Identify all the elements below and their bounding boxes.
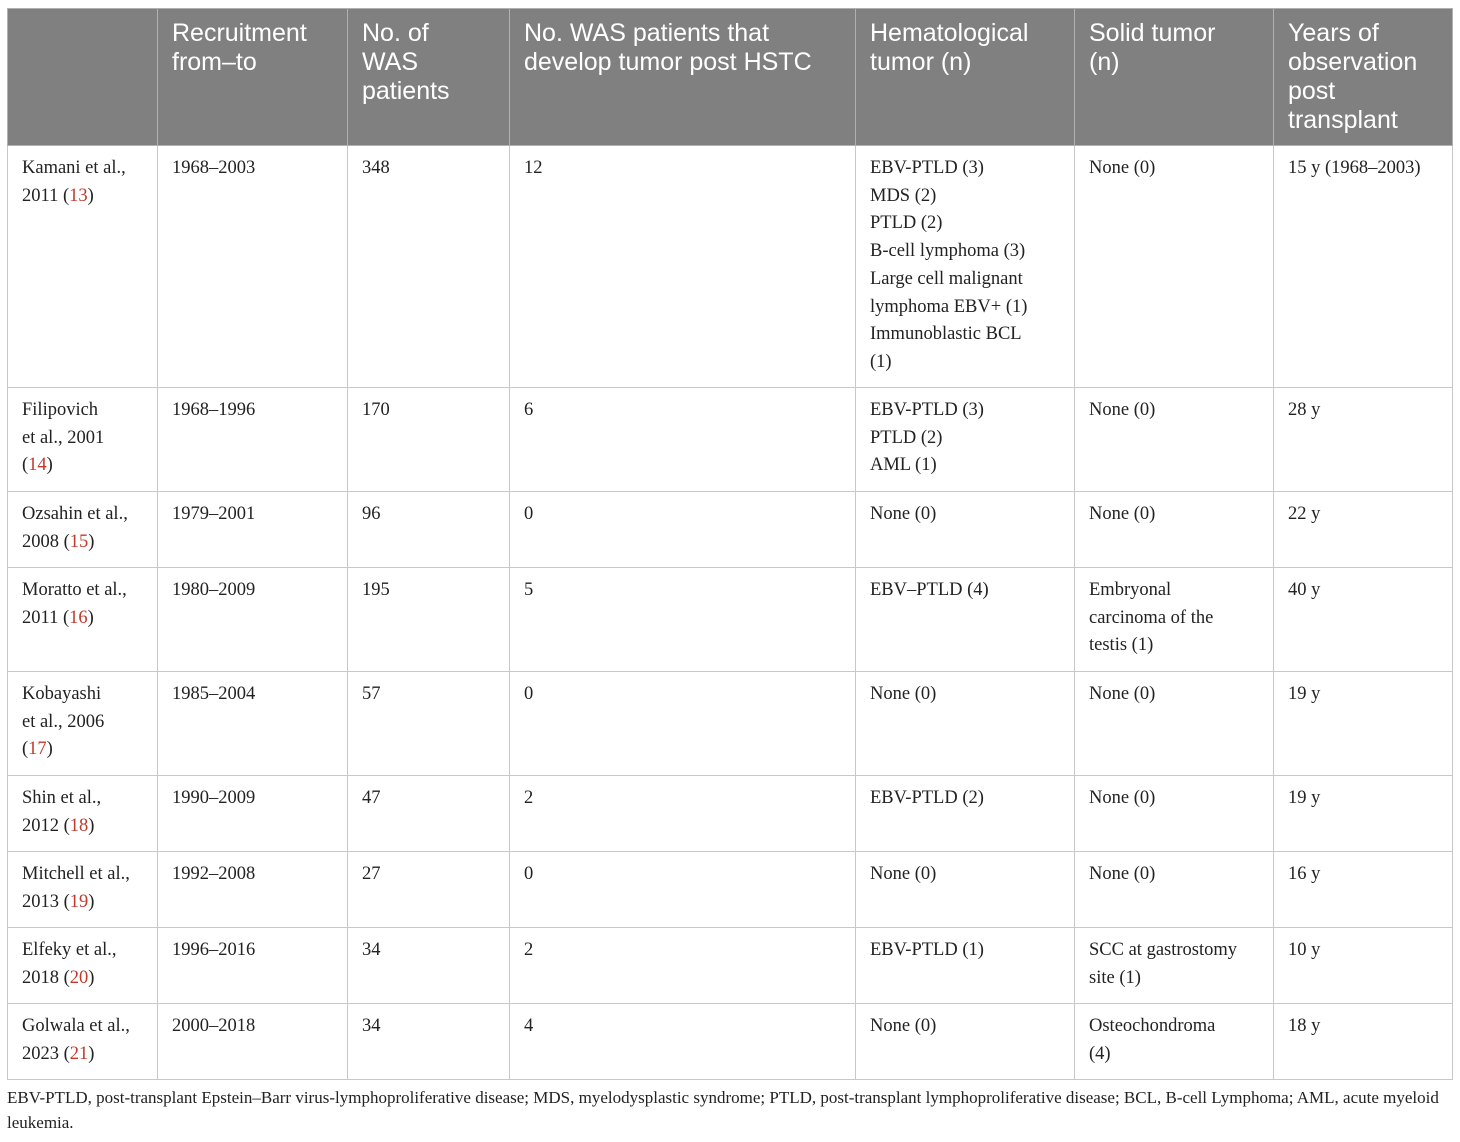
hematological-line: lymphoma EBV+ (1)	[870, 296, 1028, 317]
hematological-line: None (0)	[870, 504, 937, 524]
cell-patients: 348	[348, 146, 510, 388]
cell-patients: 96	[348, 492, 510, 568]
study-text: Ozsahin et al.,	[22, 504, 128, 524]
cell-tumor-post-hstc: 2	[510, 776, 856, 852]
header-tumor-post-hstc: No. WAS patients that develop tumor post HSTC	[510, 9, 856, 146]
cell-years: 19 y	[1274, 672, 1453, 776]
study-text: Shin et al.,	[22, 788, 102, 808]
cell-years: 18 y	[1274, 1004, 1453, 1080]
cell-tumor-post-hstc: 4	[510, 1004, 856, 1080]
cell-hematological	[856, 492, 1075, 568]
cell-patients: 34	[348, 1004, 510, 1080]
cell-recruitment: 1996–2016	[158, 928, 348, 1004]
cell-patients: 34	[348, 928, 510, 1004]
cell-hematological	[856, 568, 1075, 672]
cell-years: 22 y	[1274, 492, 1453, 568]
study-text: (	[22, 739, 29, 760]
study-text: 2011 (	[22, 607, 70, 628]
header-years: Years of observation post transplant	[1274, 9, 1453, 146]
hematological-line: Immunoblastic BCL	[870, 324, 1022, 345]
reference-link[interactable]: 16	[69, 607, 88, 628]
cell-solid	[1075, 1004, 1274, 1080]
study-text: Moratto et al.,	[22, 580, 127, 600]
study-text: 2012 (	[22, 815, 70, 836]
reference-link[interactable]: 21	[69, 1043, 89, 1064]
header-patients: No. of WAS patients	[348, 9, 510, 146]
cell-years: 40 y	[1274, 568, 1453, 672]
cell-recruitment: 1980–2009	[158, 568, 348, 672]
study-text: 2023 (	[22, 1043, 70, 1064]
cell-tumor-post-hstc: 2	[510, 928, 856, 1004]
cell-solid	[1075, 568, 1274, 672]
table-footnote: EBV-PTLD, post-transplant Epstein–Barr virus-lymphoproliferative disease; MDS, myelodysplastic syndrome; PTLD, post-transplant lymphoproliferative disease; BCL, B-cell Lymphoma; AML, acute myeloid leukemia.	[7, 1088, 1439, 1132]
study-text: 2018 (	[22, 967, 70, 988]
solid-line: None (0)	[1089, 684, 1156, 704]
table-row	[8, 928, 1453, 1004]
hematological-line: EBV-PTLD (1)	[870, 940, 984, 960]
cell-hematological	[856, 1004, 1075, 1080]
cell-study: Elfeky et al., 2018 (20)	[8, 928, 158, 1004]
hematological-line: (1)	[870, 351, 892, 372]
cell-solid	[1075, 146, 1274, 388]
header-study	[8, 9, 158, 146]
cell-hematological	[856, 852, 1075, 928]
cell-solid	[1075, 492, 1274, 568]
reference-link[interactable]: 14	[28, 455, 47, 476]
cell-study: Kamani et al., 2011 (13)	[8, 146, 158, 388]
hematological-line: EBV-PTLD (3)	[870, 158, 984, 178]
reference-link[interactable]: 17	[28, 739, 47, 760]
cell-recruitment: 1968–2003	[158, 146, 348, 388]
table-row	[8, 146, 1453, 388]
solid-line: testis (1)	[1089, 635, 1154, 656]
cell-recruitment: 1979–2001	[158, 492, 348, 568]
cell-patients: 170	[348, 388, 510, 492]
study-text: Filipovich	[22, 400, 99, 420]
cell-patients: 57	[348, 672, 510, 776]
solid-line: site (1)	[1089, 967, 1141, 988]
hematological-line: EBV-PTLD (2)	[870, 788, 984, 808]
solid-line: None (0)	[1089, 864, 1156, 884]
solid-line: None (0)	[1089, 788, 1156, 808]
cell-hematological	[856, 776, 1075, 852]
cell-recruitment: 1968–1996	[158, 388, 348, 492]
reference-link[interactable]: 13	[69, 185, 88, 206]
study-text: Elfeky et al.,	[22, 940, 117, 960]
table-row	[8, 1004, 1453, 1080]
cell-solid	[1075, 928, 1274, 1004]
hematological-line: EBV-PTLD (3)	[870, 400, 984, 420]
cell-solid	[1075, 388, 1274, 492]
cell-study: Filipovich et al., 2001 (14)	[8, 388, 158, 492]
cell-hematological	[856, 672, 1075, 776]
table-row	[8, 388, 1453, 492]
cell-tumor-post-hstc: 0	[510, 672, 856, 776]
study-text: (	[22, 455, 29, 476]
cell-years: 16 y	[1274, 852, 1453, 928]
header-solid: Solid tumor (n)	[1075, 9, 1274, 146]
study-text: Kobayashi	[22, 684, 102, 704]
cell-tumor-post-hstc: 0	[510, 852, 856, 928]
cell-study: Moratto et al., 2011 (16)	[8, 568, 158, 672]
cell-study: Ozsahin et al., 2008 (15)	[8, 492, 158, 568]
cell-hematological	[856, 928, 1075, 1004]
solid-line: None (0)	[1089, 400, 1156, 420]
studies-table	[7, 8, 1453, 1080]
hematological-line: AML (1)	[870, 455, 937, 476]
cell-solid	[1075, 776, 1274, 852]
cell-years: 19 y	[1274, 776, 1453, 852]
hematological-line: None (0)	[870, 1016, 937, 1036]
cell-hematological	[856, 388, 1075, 492]
cell-tumor-post-hstc: 0	[510, 492, 856, 568]
cell-tumor-post-hstc: 5	[510, 568, 856, 672]
cell-tumor-post-hstc: 12	[510, 146, 856, 388]
hematological-line: Large cell malignant	[870, 268, 1023, 289]
hematological-line: MDS (2)	[870, 185, 937, 206]
table-row	[8, 492, 1453, 568]
cell-recruitment: 2000–2018	[158, 1004, 348, 1080]
table-body	[8, 146, 1453, 1080]
cell-patients: 27	[348, 852, 510, 928]
table-row	[8, 776, 1453, 852]
solid-line: carcinoma of the	[1089, 607, 1214, 628]
cell-tumor-post-hstc: 6	[510, 388, 856, 492]
table-row	[8, 852, 1453, 928]
table-row	[8, 568, 1453, 672]
reference-link[interactable]: 19	[69, 891, 89, 912]
cell-patients: 195	[348, 568, 510, 672]
cell-study: Golwala et al., 2023 (21)	[8, 1004, 158, 1080]
hematological-line: None (0)	[870, 864, 937, 884]
cell-study: Mitchell et al., 2013 (19)	[8, 852, 158, 928]
table-row	[8, 672, 1453, 776]
hematological-line: PTLD (2)	[870, 213, 943, 234]
study-text: et al., 2001	[22, 427, 105, 448]
study-text: Golwala et al.,	[22, 1016, 130, 1036]
study-text: 2008 (	[22, 531, 70, 552]
study-text: Kamani et al.,	[22, 158, 126, 178]
reference-link[interactable]: 15	[69, 531, 89, 552]
cell-recruitment: 1985–2004	[158, 672, 348, 776]
study-text: Mitchell et al.,	[22, 864, 130, 884]
solid-line: None (0)	[1089, 504, 1156, 524]
hematological-line: EBV–PTLD (4)	[870, 580, 989, 600]
hematological-line: B-cell lymphoma (3)	[870, 241, 1026, 262]
cell-recruitment: 1990–2009	[158, 776, 348, 852]
hematological-line: PTLD (2)	[870, 427, 943, 448]
cell-years: 15 y (1968–2003)	[1274, 146, 1453, 388]
cell-patients: 47	[348, 776, 510, 852]
solid-line: Osteochondroma	[1089, 1016, 1216, 1036]
solid-line: SCC at gastrostomy	[1089, 940, 1238, 960]
study-text: 2013 (	[22, 891, 70, 912]
reference-link[interactable]: 20	[69, 967, 89, 988]
study-text: et al., 2006	[22, 711, 105, 732]
cell-recruitment: 1992–2008	[158, 852, 348, 928]
solid-line: None (0)	[1089, 158, 1156, 178]
cell-years: 28 y	[1274, 388, 1453, 492]
header-hematological: Hematological tumor (n)	[856, 9, 1075, 146]
cell-years: 10 y	[1274, 928, 1453, 1004]
reference-link[interactable]: 18	[69, 815, 89, 836]
header-recruitment: Recruitment from–to	[158, 9, 348, 146]
cell-hematological	[856, 146, 1075, 388]
study-text: 2011 (	[22, 185, 70, 206]
cell-study: Kobayashi et al., 2006 (17)	[8, 672, 158, 776]
cell-study: Shin et al., 2012 (18)	[8, 776, 158, 852]
table-header-row	[8, 9, 1453, 146]
cell-solid	[1075, 852, 1274, 928]
solid-line: (4)	[1089, 1043, 1111, 1064]
hematological-line: None (0)	[870, 684, 937, 704]
cell-solid	[1075, 672, 1274, 776]
solid-line: Embryonal	[1089, 580, 1172, 600]
